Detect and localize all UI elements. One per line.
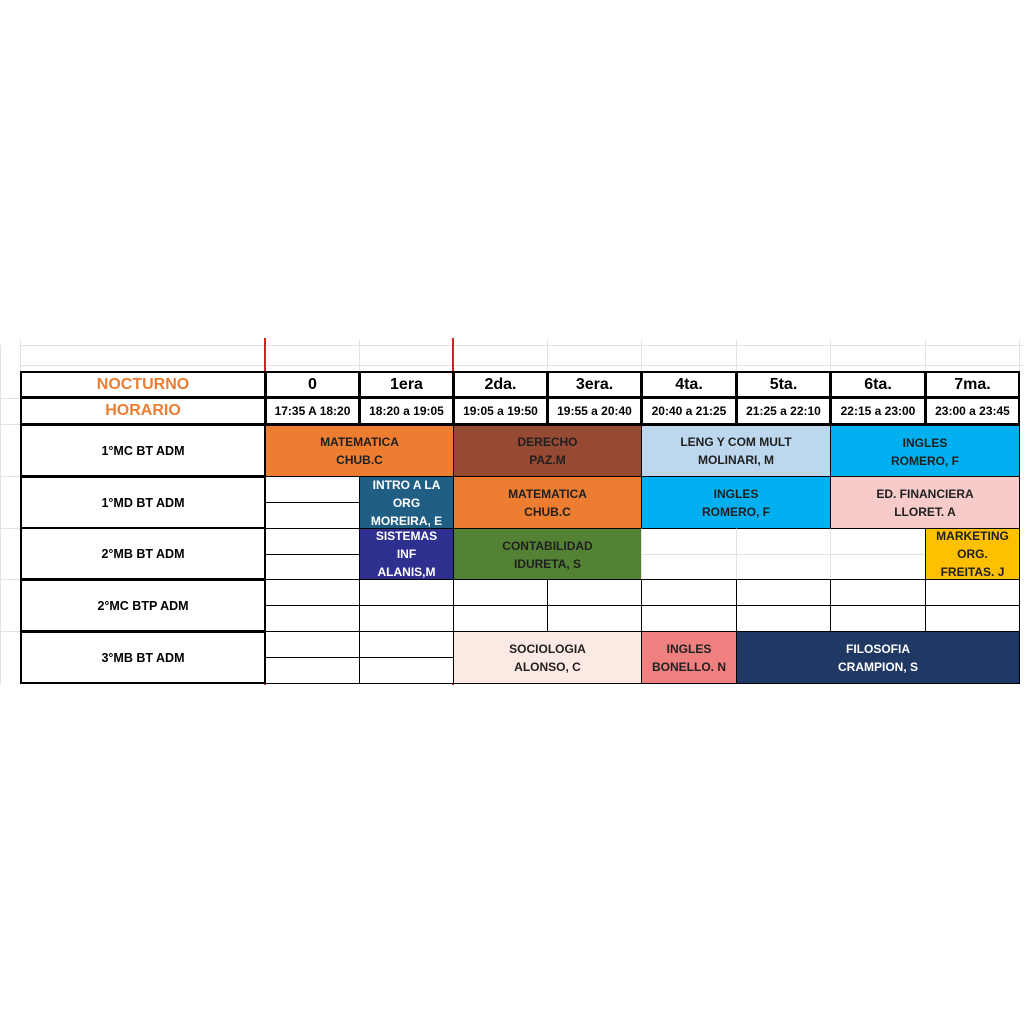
period-header: 0 [265, 371, 360, 398]
course-row-label: 2°MC BTP ADM [20, 579, 266, 632]
class-block-sociologia[interactable] [453, 631, 642, 684]
empty-slot[interactable] [830, 579, 926, 606]
class-subject: DERECHO [517, 435, 578, 449]
empty-slot[interactable] [265, 502, 360, 529]
empty-slot[interactable] [925, 605, 1020, 632]
class-block-ingles[interactable] [641, 476, 831, 529]
class-subject: INGLES [713, 486, 759, 501]
class-subject: SISTEMAS [375, 529, 438, 543]
class-block-sistemas[interactable] [359, 528, 454, 580]
empty-slot[interactable] [265, 631, 360, 658]
time-slot: 22:15 a 23:00 [830, 397, 926, 425]
empty-slot[interactable] [453, 605, 548, 632]
class-teacher: IDURETA, S [513, 557, 582, 571]
empty-slot[interactable] [547, 579, 642, 606]
class-subject: ED. FINANCIERA [876, 486, 974, 501]
empty-slot[interactable] [453, 579, 548, 606]
class-teacher: LLORET. A [894, 504, 956, 519]
class-teacher: CRAMPION, S [837, 659, 918, 674]
class-subject: SOCIOLOGIA [509, 641, 586, 656]
class-teacher: ROMERO, F [891, 454, 959, 468]
course-row-label: 3°MB BT ADM [20, 631, 266, 684]
class-subject: ORG [392, 495, 421, 510]
nocturno-header: NOCTURNO [20, 371, 266, 398]
class-block-matematica[interactable] [265, 425, 454, 477]
empty-slot[interactable] [925, 579, 1020, 606]
empty-slot[interactable] [830, 554, 926, 580]
period-header: 2da. [453, 371, 548, 398]
class-teacher: ROMERO, F [702, 504, 770, 519]
class-teacher: BONELLO. N [652, 659, 726, 674]
period-header: 4ta. [641, 371, 737, 398]
empty-slot[interactable] [359, 657, 454, 684]
class-block-derecho[interactable] [453, 425, 642, 477]
class-subject: LENG Y COM MULT [680, 435, 792, 449]
class-block-marketing[interactable] [925, 528, 1020, 580]
empty-slot[interactable] [641, 554, 737, 580]
empty-slot[interactable] [736, 528, 831, 555]
class-subject: INF [396, 547, 417, 561]
empty-slot[interactable] [265, 554, 360, 580]
class-teacher: PAZ.M [529, 453, 566, 467]
time-slot: 21:25 a 22:10 [736, 397, 831, 425]
empty-slot[interactable] [265, 528, 360, 555]
empty-slot[interactable] [265, 579, 360, 606]
class-subject: MATEMATICA [320, 435, 399, 449]
class-block-filosofia[interactable] [736, 631, 1020, 684]
period-header: 6ta. [830, 371, 926, 398]
class-teacher: ALONSO, C [514, 659, 581, 674]
empty-slot[interactable] [641, 579, 737, 606]
class-block-leng-com[interactable] [641, 425, 831, 477]
class-subject: INGLES [902, 436, 948, 450]
empty-slot[interactable] [547, 605, 642, 632]
class-teacher: FREITAS. J [940, 565, 1005, 579]
course-row-label: 2°MB BT ADM [20, 527, 266, 580]
class-subject: MATEMATICA [508, 486, 587, 501]
empty-slot[interactable] [736, 554, 831, 580]
empty-slot[interactable] [359, 579, 454, 606]
class-subject: INTRO A LA [372, 477, 441, 492]
time-slot: 18:20 a 19:05 [359, 397, 454, 425]
time-slot: 20:40 a 21:25 [641, 397, 737, 425]
class-subject: MARKETING [936, 529, 1009, 543]
horario-header: HORARIO [20, 397, 266, 425]
class-teacher: ALANIS,M [377, 565, 436, 579]
period-header: 5ta. [736, 371, 831, 398]
time-slot: 19:05 a 19:50 [453, 397, 548, 425]
course-row-label: 1°MC BT ADM [20, 424, 266, 477]
time-slot: 23:00 a 23:45 [925, 397, 1020, 425]
empty-slot[interactable] [359, 605, 454, 632]
course-row-label: 1°MD BT ADM [20, 476, 266, 529]
empty-slot[interactable] [641, 605, 737, 632]
class-teacher: CHUB.C [336, 453, 383, 467]
time-slot: 19:55 a 20:40 [547, 397, 642, 425]
class-block-matematica[interactable] [453, 476, 642, 529]
empty-slot[interactable] [641, 528, 737, 555]
class-teacher: MOREIRA, E [370, 513, 443, 528]
class-block-ingles[interactable] [641, 631, 737, 684]
class-block-ingles[interactable] [830, 425, 1020, 477]
class-block-contabilidad[interactable] [453, 528, 642, 580]
class-subject: INGLES [666, 641, 712, 656]
time-slot: 17:35 A 18:20 [265, 397, 360, 425]
class-teacher: MOLINARI, M [698, 453, 774, 467]
empty-slot[interactable] [736, 579, 831, 606]
period-header: 1era [359, 371, 454, 398]
empty-slot[interactable] [265, 657, 360, 684]
class-block-ed-financiera[interactable] [830, 476, 1020, 529]
empty-slot[interactable] [830, 528, 926, 555]
empty-slot[interactable] [359, 631, 454, 658]
class-block-intro-org[interactable] [359, 476, 454, 529]
class-subject: CONTABILIDAD [502, 539, 593, 553]
empty-slot[interactable] [265, 605, 360, 632]
period-header: 7ma. [925, 371, 1020, 398]
period-header: 3era. [547, 371, 642, 398]
empty-slot[interactable] [265, 476, 360, 503]
empty-slot[interactable] [736, 605, 831, 632]
class-subject: FILOSOFIA [846, 641, 910, 656]
class-subject: ORG. [957, 547, 988, 561]
class-teacher: CHUB.C [524, 504, 571, 519]
empty-slot[interactable] [830, 605, 926, 632]
